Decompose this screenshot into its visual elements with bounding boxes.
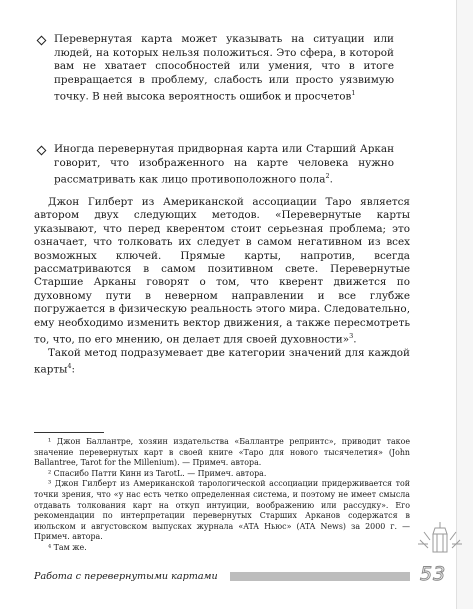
- bullet-text: Иногда перевернутая придворная карта или Старший Аркан говорит, что изображенного на карте человека нужно рассматривать как лицо противоположного пола: [54, 143, 394, 186]
- page-number: 53: [420, 563, 447, 585]
- footnote: ³ Джон Гилберт из Американской тарологической ассоциации придерживается той точки зрения, что «у нас есть четко определенная система, и поэтому не имеет смысла отдавать толкования карт на откуп интуиции, воображению или рассудку». Его рекомендации по интерпретации перевернутых Старших Арканов содержатся в июльском и августовском выпусках журнала «ATA Ньюс» (ATA News) за 2000 г. — Примеч. автора.: [34, 479, 410, 542]
- bullet-item-1: [38, 33, 394, 104]
- footnotes: [34, 437, 410, 554]
- footnote: ² Спасибо Патти Кинн из TarotL. — Примеч. автора.: [48, 468, 267, 478]
- paragraph: Такой метод подразумевает две категории значений для каждой карты$^4$:: [34, 346, 410, 376]
- footnote: ¹ Джон Баллантре, хозяин издательства «Баллантре репринтс», приводит такое значение перевернутых карт в своей книге «Таро для нового тысячелетия» (John Ballantree, Tarot for the Millenium). — Примеч. автора.: [34, 437, 410, 468]
- lantern-icon: [418, 518, 462, 562]
- footnote-ref: 3: [349, 332, 354, 341]
- footer-bar: [230, 572, 410, 581]
- bullet-item-2: Иногда перевернутая придворная карта или Старший Аркан говорит, что изображенного на карте человека нужно рассматривать как лицо противоположного пола$^2$.: [38, 143, 394, 187]
- footnote: ⁴ Там же.: [48, 542, 87, 552]
- running-footer: [34, 569, 414, 585]
- footnote-ref: 2: [325, 172, 330, 181]
- running-title: Работа с перевернутыми картами: [34, 571, 218, 582]
- footnote-ref: 4: [67, 362, 72, 371]
- footnote-divider: [34, 432, 104, 433]
- footnote-ref: 1: [351, 89, 356, 98]
- paragraph: Джон Гилберт из Американской ассоциации Таро является автором двух следующих методов. «Перевернутые карты указывают, что перед кверентом стоит серьезная проблема; это означает, что толковать их следует в самом негативном из всех возможных ключей. Прямые карты, напротив, всегда рассматриваются в самом позитивном свете. Перевернутые Старшие Арканы говорят о том, что кверент движется по духовному пути в неверном направлении и все глубже погружается в физическую реальность этого мира. Следовательно, ему необходимо изменить вектор движения, а также пересмотреть то, что, по его мнению, он делает для своей духовности»$^3$.: [34, 196, 410, 346]
- diamond-bullet-icon: [37, 146, 47, 156]
- diamond-bullet-icon: [37, 36, 47, 46]
- main-text: [34, 196, 410, 377]
- bullet-text: Перевернутая карта может указывать на ситуации или людей, на которых нельзя положиться. Это сфера, в которой вам не хватает способностей или умения, что в итоге превращается в проблему, слабость или просто уязвимую точку. В ней высока вероятность ошибок и просчетов: [54, 33, 394, 103]
